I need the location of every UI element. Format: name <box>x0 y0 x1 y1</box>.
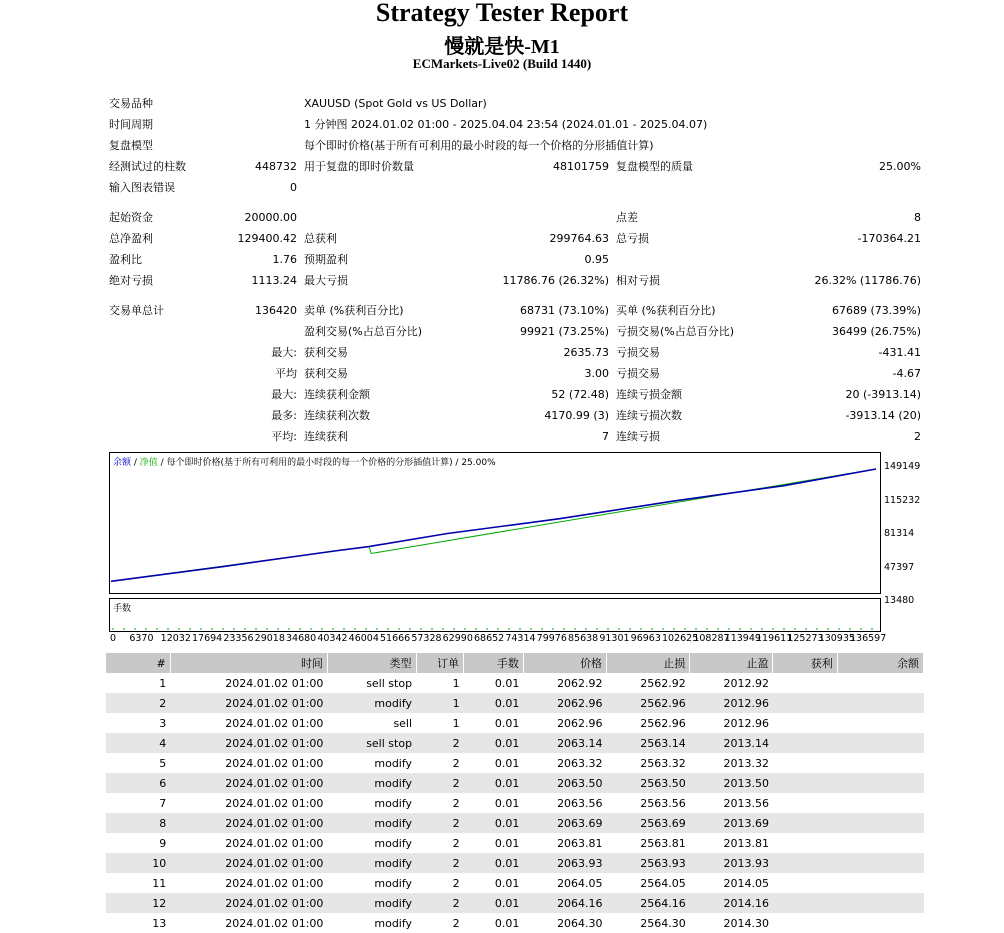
avg-cons-wins-label: 连续获利 <box>304 430 348 443</box>
table-cell <box>773 733 837 753</box>
table-cell: 7 <box>159 796 167 810</box>
x-tick-label: 91301 <box>599 633 630 644</box>
table-cell: 2024.01.02 01:00 <box>170 733 327 753</box>
max-count-label: 最多: <box>271 409 297 422</box>
avg-cons-losses-value: 2 <box>914 430 921 443</box>
table-cell: 2 <box>416 893 464 913</box>
avg-profit-label: 获利交易 <box>304 367 348 380</box>
table-cell <box>773 913 837 933</box>
table-cell: 1 <box>416 693 464 713</box>
table-cell: 2013.56 <box>723 796 769 810</box>
x-tick-label: 51666 <box>380 633 411 644</box>
table-cell: 0.01 <box>494 756 520 770</box>
table-row <box>106 753 924 773</box>
table-cell: 0.01 <box>464 853 524 873</box>
legend-equity: 净值 <box>139 458 158 468</box>
bars-label: 经测试过的柱数 <box>109 160 186 173</box>
table-cell: 2063.81 <box>557 836 603 850</box>
table-cell <box>773 793 837 813</box>
long-positions-label: 买单 (%获利百分比) <box>616 304 716 317</box>
max-cons-loss-label: 连续亏损次数 <box>616 409 682 422</box>
profit-factor-value: 1.76 <box>272 253 297 266</box>
largest-loss-label: 亏损交易 <box>616 346 660 359</box>
y-tick-label: 149149 <box>884 461 921 472</box>
table-row <box>106 913 924 933</box>
table-cell <box>837 733 923 753</box>
table-cell: modify <box>327 893 416 913</box>
x-tick-label: 119611 <box>756 633 793 644</box>
ticks-value: 48101759 <box>553 160 609 173</box>
table-cell: 0.01 <box>464 693 524 713</box>
table-cell: 2063.32 <box>557 756 603 770</box>
table-cell: sell <box>393 716 413 730</box>
errors-label: 输入图表错误 <box>109 181 175 194</box>
x-tick-label: 125273 <box>787 633 824 644</box>
volume-chart-svg <box>110 599 880 631</box>
table-cell: 2012.96 <box>723 716 769 730</box>
table-cell: 2013.14 <box>690 733 773 753</box>
spread-value: 8 <box>914 211 921 224</box>
table-cell <box>773 893 837 913</box>
table-cell: 2024.01.02 01:00 <box>225 796 324 810</box>
table-cell: 2062.96 <box>523 693 606 713</box>
max-cons-wins-label: 连续获利金额 <box>304 388 370 401</box>
table-cell: 2013.32 <box>723 756 769 770</box>
table-cell <box>773 873 837 893</box>
table-cell <box>773 833 837 853</box>
x-tick-label: 79976 <box>536 633 567 644</box>
table-cell <box>837 893 923 913</box>
legend-balance: 余额 <box>113 458 132 468</box>
column-header: 手数 <box>464 653 524 673</box>
expected-payoff-label: 预期盈利 <box>304 253 348 266</box>
server-info: ECMarkets-Live02 (Build 1440) <box>412 56 592 71</box>
table-cell: 5 <box>159 756 167 770</box>
table-cell: 2 <box>416 853 464 873</box>
model-value: 每个即时价格(基于所有可利用的最小时段的每一个价格的分形插值计算) <box>304 139 654 152</box>
short-positions-value: 68731 (73.10%) <box>519 304 609 317</box>
gross-profit-label: 总获利 <box>304 232 337 245</box>
table-cell: 2562.92 <box>640 676 686 690</box>
bars-value: 448732 <box>255 160 297 173</box>
table-cell: 6 <box>106 773 170 793</box>
avg-cons-wins-value: 7 <box>602 430 609 443</box>
y-tick-label: 13480 <box>884 595 915 606</box>
y-tick-label: 47397 <box>884 561 915 573</box>
table-cell: 2063.56 <box>557 796 603 810</box>
profit-trades-label: 盈利交易(%占总百分比) <box>304 325 423 338</box>
table-cell <box>837 753 923 773</box>
legend-sep: / <box>131 458 140 468</box>
table-cell: 2 <box>106 693 170 713</box>
gross-loss-label: 总亏损 <box>616 232 649 245</box>
x-tick-label: 113949 <box>724 633 761 644</box>
table-cell: 2024.01.02 01:00 <box>225 836 324 850</box>
table-cell: 2563.50 <box>607 773 690 793</box>
column-header: 价格 <box>523 653 606 673</box>
table-row <box>106 893 924 913</box>
x-tick-label: 6370 <box>129 633 154 644</box>
max-cons-label: 最大: <box>271 388 297 401</box>
table-cell: 2024.01.02 01:00 <box>225 876 324 890</box>
max-drawdown-label: 最大亏损 <box>304 274 348 287</box>
x-tick-label: 85638 <box>568 633 599 644</box>
table-row <box>106 813 924 833</box>
gross-loss-value: -170364.21 <box>857 232 921 245</box>
net-profit-label: 总净盈利 <box>109 232 153 245</box>
total-trades-value: 136420 <box>255 304 297 317</box>
table-cell <box>773 853 837 873</box>
trades-table <box>106 653 924 933</box>
table-cell: 2 <box>416 813 464 833</box>
table-cell: modify <box>327 693 416 713</box>
table-cell: 9 <box>159 836 167 850</box>
table-cell: 2063.14 <box>523 733 606 753</box>
table-cell: 2564.05 <box>640 876 686 890</box>
table-cell: 2064.16 <box>523 893 606 913</box>
table-cell: 0.01 <box>464 773 524 793</box>
table-cell <box>837 833 923 853</box>
long-positions-value: 67689 (73.39%) <box>831 304 921 317</box>
table-cell: 2063.50 <box>523 773 606 793</box>
table-cell <box>837 813 923 833</box>
symbol-value: XAUUSD (Spot Gold vs US Dollar) <box>304 97 487 110</box>
errors-value: 0 <box>290 181 297 194</box>
avg-cons-label: 平均: <box>271 430 297 443</box>
x-tick-label: 0 <box>110 633 117 644</box>
table-cell: 2064.05 <box>557 876 603 890</box>
table-cell: 2024.01.02 01:00 <box>170 693 327 713</box>
table-cell: 0.01 <box>464 733 524 753</box>
table-cell: 2 <box>452 796 460 810</box>
series-line-1 <box>111 469 876 581</box>
table-cell <box>773 813 837 833</box>
x-tick-label: 46004 <box>348 633 379 644</box>
table-cell <box>773 713 837 733</box>
table-cell: 0.01 <box>494 676 520 690</box>
period-value: 1 分钟图 2024.01.02 01:00 - 2025.04.04 23:54 (2024.01.01 - 2025.04.07) <box>304 118 708 131</box>
table-row <box>106 713 924 733</box>
table-cell <box>837 853 923 873</box>
table-cell <box>837 713 923 733</box>
table-body <box>106 673 924 933</box>
table-cell: 2024.01.02 01:00 <box>170 893 327 913</box>
table-cell: 2563.56 <box>640 796 686 810</box>
quality-label: 复盘模型的质量 <box>616 160 693 173</box>
table-cell: sell stop <box>327 733 416 753</box>
avg-cons-losses-label: 连续亏损 <box>616 430 660 443</box>
rel-drawdown-value: 26.32% (11786.76) <box>814 274 921 287</box>
profit-factor-label: 盈利比 <box>109 253 142 266</box>
table-cell <box>773 753 837 773</box>
table-row <box>106 733 924 753</box>
table-row <box>106 693 924 713</box>
table-cell: 2 <box>452 876 460 890</box>
x-tick-label: 108287 <box>693 633 730 644</box>
table-cell: 2564.16 <box>607 893 690 913</box>
x-tick-label: 34680 <box>286 633 317 644</box>
ticks-label: 用于复盘的即时价数量 <box>304 160 414 173</box>
table-cell: 2013.93 <box>690 853 773 873</box>
balance-chart <box>109 452 881 594</box>
gross-profit-value: 299764.63 <box>549 232 609 245</box>
table-row <box>106 793 924 813</box>
deposit-label: 起始资金 <box>109 211 153 224</box>
deposit-value: 20000.00 <box>244 211 297 224</box>
table-cell: 2 <box>452 836 460 850</box>
table-cell: 2064.30 <box>557 916 603 930</box>
table-cell: 0.01 <box>494 716 520 730</box>
table-cell: modify <box>327 813 416 833</box>
table-cell: 2563.69 <box>607 813 690 833</box>
table-cell: modify <box>327 853 416 873</box>
table-cell: 2562.96 <box>640 716 686 730</box>
spread-label: 点差 <box>616 211 638 224</box>
volume-label: 手数 <box>113 604 132 614</box>
table-cell: 2 <box>416 773 464 793</box>
table-cell: 1 <box>452 716 460 730</box>
x-tick-label: 102625 <box>662 633 699 644</box>
y-tick-label: 81314 <box>884 528 915 539</box>
net-profit-value: 129400.42 <box>237 232 297 245</box>
column-header: 类型 <box>327 653 416 673</box>
max-cons-profit-label: 连续获利次数 <box>304 409 370 422</box>
model-label: 复盘模型 <box>109 139 153 152</box>
loss-trades-label: 亏损交易(%占总百分比) <box>616 325 735 338</box>
x-tick-label: 57328 <box>411 633 442 644</box>
table-cell: 0.01 <box>494 876 520 890</box>
table-cell <box>837 873 923 893</box>
abs-drawdown-value: 1113.24 <box>251 274 297 287</box>
table-row <box>106 773 924 793</box>
symbol-label: 交易品种 <box>109 97 153 110</box>
table-cell <box>837 793 923 813</box>
table-cell: modify <box>374 916 413 930</box>
rel-drawdown-label: 相对亏损 <box>616 274 660 287</box>
table-cell <box>837 673 923 693</box>
column-header: 获利 <box>773 653 837 673</box>
table-cell: 2014.05 <box>723 876 769 890</box>
table-cell <box>773 673 837 693</box>
table-cell <box>773 773 837 793</box>
x-tick-label: 74314 <box>505 633 536 644</box>
table-cell: 2062.92 <box>557 676 603 690</box>
table-cell: 2024.01.02 01:00 <box>170 773 327 793</box>
largest-profit-label: 获利交易 <box>304 346 348 359</box>
table-cell: 2563.81 <box>640 836 686 850</box>
column-header: 订单 <box>416 653 464 673</box>
loss-trades-value: 36499 (26.75%) <box>831 325 921 338</box>
x-tick-label: 12032 <box>160 633 191 644</box>
table-cell <box>837 693 923 713</box>
table-header-row <box>106 653 924 673</box>
table-row <box>106 673 924 693</box>
x-tick-label: 40342 <box>317 633 348 644</box>
x-tick-label: 62990 <box>442 633 473 644</box>
table-cell: 2012.92 <box>723 676 769 690</box>
table-cell: 2024.01.02 01:00 <box>170 853 327 873</box>
series-line-0 <box>111 469 876 581</box>
x-tick-label: 130935 <box>818 633 855 644</box>
table-cell: 2 <box>416 733 464 753</box>
column-header: 止盈 <box>690 653 773 673</box>
x-tick-label: 17694 <box>192 633 223 644</box>
table-cell: modify <box>374 796 413 810</box>
quality-value: 25.00% <box>879 160 921 173</box>
table-cell: 13 <box>152 916 167 930</box>
table-cell: 12 <box>106 893 170 913</box>
table-cell: 0.01 <box>494 836 520 850</box>
avg-loss-value: -4.67 <box>892 367 921 380</box>
short-positions-label: 卖单 (%获利百分比) <box>304 304 404 317</box>
table-cell: 1 <box>452 676 460 690</box>
total-trades-label: 交易单总计 <box>109 304 164 317</box>
max-cons-losses-value: 20 (-3913.14) <box>845 388 921 401</box>
table-cell: modify <box>374 876 413 890</box>
average-label: 平均 <box>275 367 297 380</box>
table-row <box>106 873 924 893</box>
avg-loss-label: 亏损交易 <box>616 367 660 380</box>
table-cell: 8 <box>106 813 170 833</box>
table-cell: 1 <box>159 676 167 690</box>
table-cell: 2012.96 <box>690 693 773 713</box>
table-cell: 2024.01.02 01:00 <box>225 756 324 770</box>
table-cell: 2063.69 <box>523 813 606 833</box>
x-tick-label: 23356 <box>223 633 254 644</box>
table-cell: 2013.69 <box>690 813 773 833</box>
report-title: Strategy Tester Report <box>375 0 629 27</box>
table-cell: 2563.32 <box>640 756 686 770</box>
table-cell: 2563.93 <box>607 853 690 873</box>
max-drawdown-value: 11786.76 (26.32%) <box>502 274 609 287</box>
table-cell: 2564.30 <box>640 916 686 930</box>
balance-chart-svg <box>110 453 880 593</box>
largest-label: 最大: <box>271 346 297 359</box>
max-cons-wins-value: 52 (72.48) <box>551 388 609 401</box>
table-cell: 2024.01.02 01:00 <box>225 716 324 730</box>
x-tick-label: 136597 <box>850 633 887 644</box>
table-cell: 2014.16 <box>690 893 773 913</box>
table-cell: 2563.14 <box>607 733 690 753</box>
abs-drawdown-label: 绝对亏损 <box>109 274 153 287</box>
x-tick-label: 68652 <box>474 633 505 644</box>
table-cell: modify <box>327 773 416 793</box>
x-tick-label: 96963 <box>630 633 661 644</box>
largest-profit-value: 2635.73 <box>563 346 609 359</box>
legend-description: / 每个即时价格(基于所有可利用的最小时段的每一个价格的分形插值计算) / 25.00% <box>157 458 496 468</box>
table-cell: 4 <box>106 733 170 753</box>
table-cell: 0.01 <box>494 796 520 810</box>
max-cons-losses-label: 连续亏损金额 <box>616 388 682 401</box>
table-cell: 3 <box>159 716 167 730</box>
table-cell: 2024.01.02 01:00 <box>225 676 324 690</box>
largest-loss-value: -431.41 <box>878 346 921 359</box>
table-cell: 2 <box>452 916 460 930</box>
avg-profit-value: 3.00 <box>584 367 609 380</box>
table-cell: 2024.01.02 01:00 <box>225 916 324 930</box>
max-cons-loss-value: -3913.14 (20) <box>845 409 921 422</box>
table-cell: 0.01 <box>464 893 524 913</box>
table-cell: 2562.96 <box>607 693 690 713</box>
column-header: 余额 <box>837 653 923 673</box>
table-cell <box>773 693 837 713</box>
table-cell <box>837 913 923 933</box>
table-row <box>106 833 924 853</box>
period-label: 时间周期 <box>109 118 153 131</box>
profit-trades-value: 99921 (73.25%) <box>519 325 609 338</box>
table-row <box>106 853 924 873</box>
table-cell <box>837 773 923 793</box>
table-cell: 2062.96 <box>557 716 603 730</box>
table-cell: modify <box>374 836 413 850</box>
column-header: 时间 <box>170 653 327 673</box>
column-header: # <box>106 653 170 673</box>
table-cell: sell stop <box>366 676 413 690</box>
table-cell: 10 <box>106 853 170 873</box>
table-cell: 2024.01.02 01:00 <box>170 813 327 833</box>
max-cons-profit-value: 4170.99 (3) <box>544 409 609 422</box>
table-cell: 2013.81 <box>723 836 769 850</box>
table-cell: 2014.30 <box>723 916 769 930</box>
expected-payoff-value: 0.95 <box>584 253 609 266</box>
table-cell: 11 <box>152 876 167 890</box>
report-subtitle: 慢就是快-M1 <box>444 36 560 58</box>
volume-chart <box>109 598 881 632</box>
y-tick-label: 115232 <box>884 494 921 506</box>
column-header: 止损 <box>607 653 690 673</box>
table-cell: modify <box>374 756 413 770</box>
table-cell: 2 <box>452 756 460 770</box>
x-tick-label: 29018 <box>254 633 285 644</box>
table-cell: 0.01 <box>464 813 524 833</box>
table-cell: 2063.93 <box>523 853 606 873</box>
table-cell: 2013.50 <box>690 773 773 793</box>
table-cell: 0.01 <box>494 916 520 930</box>
